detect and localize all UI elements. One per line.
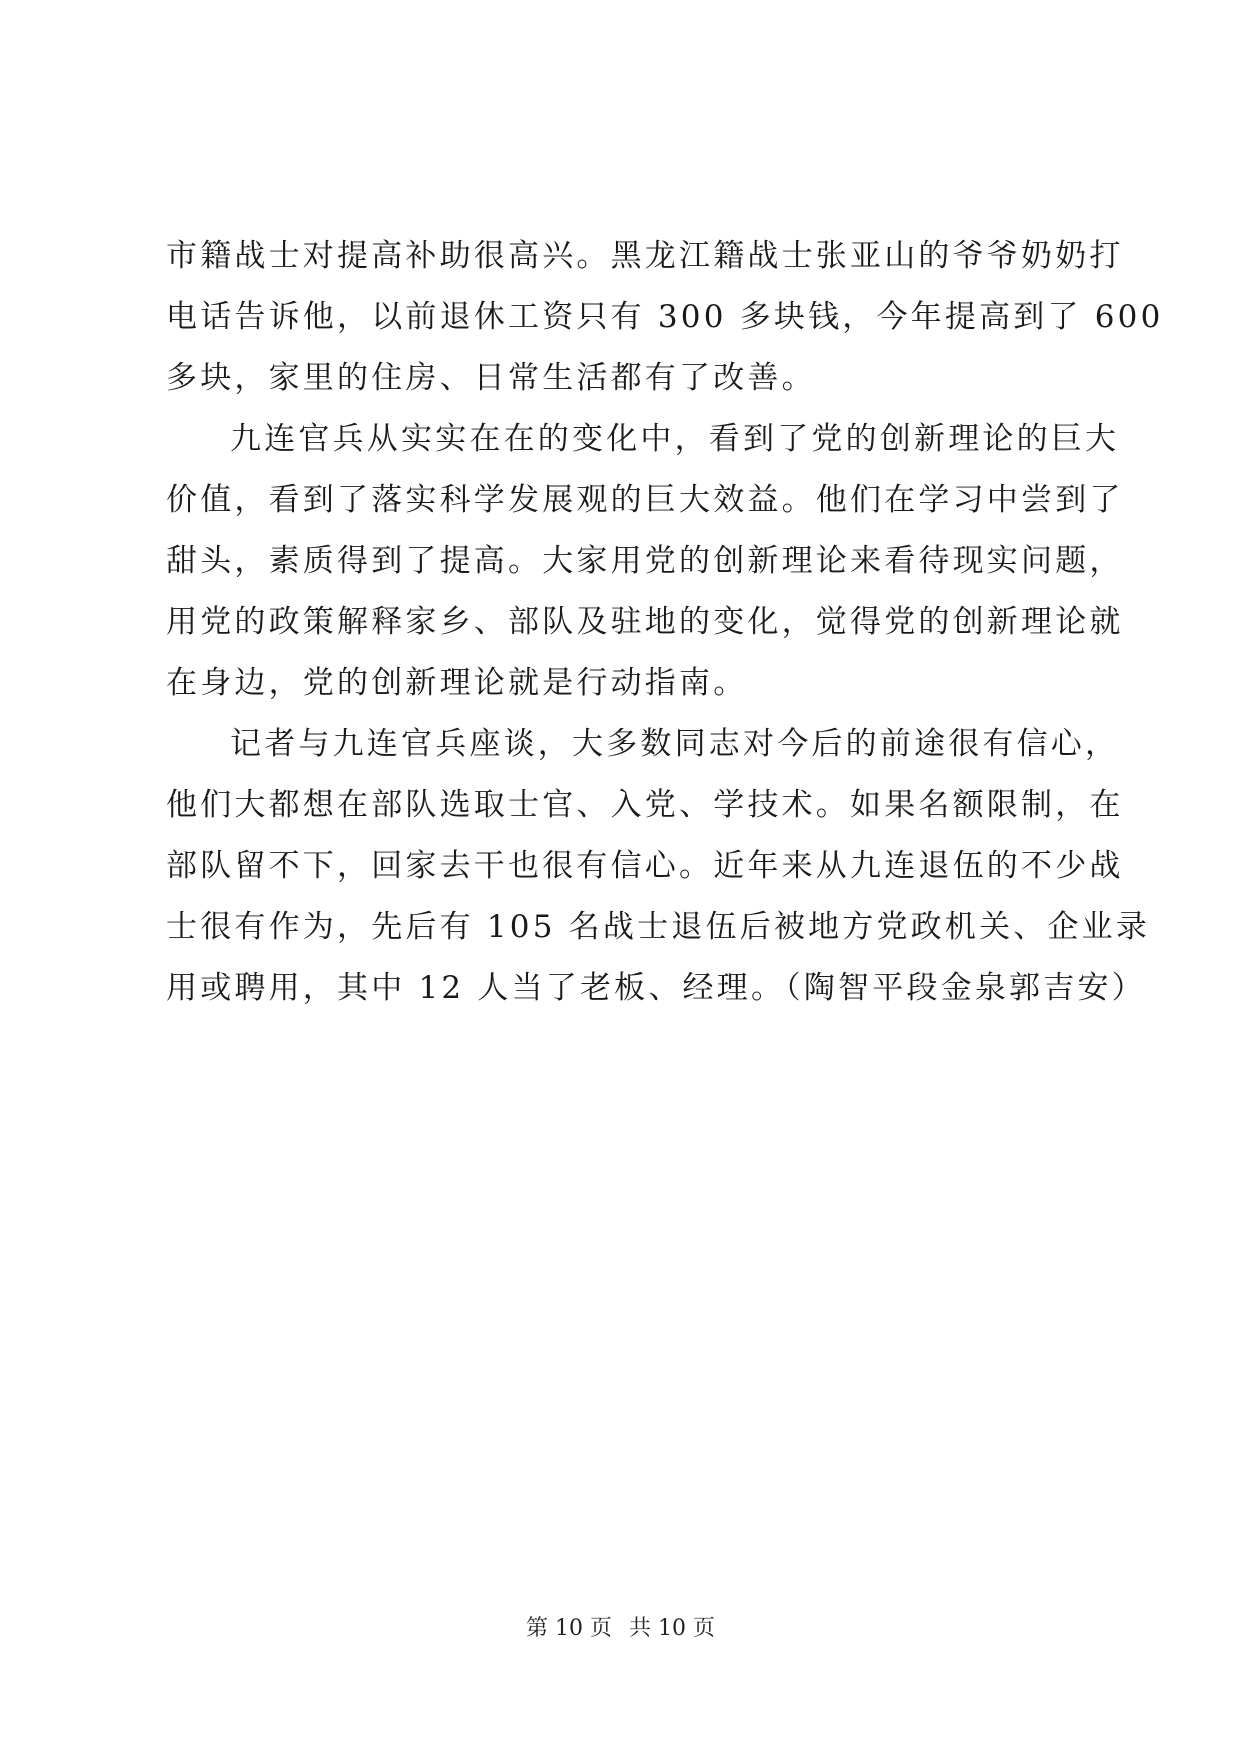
text-line: 部队留不下，回家去干也很有信心。近年来从九连退伍的不少战	[166, 848, 1124, 884]
page-number-current: 第 10 页	[526, 1616, 612, 1641]
text-line: 电话告诉他，以前退休工资只有 300 多块钱，今年提高到了 600	[166, 299, 1164, 335]
text-line: 甜头，素质得到了提高。大家用党的创新理论来看待现实问题，	[166, 543, 1124, 579]
text-line: 在身边，党的创新理论就是行动指南。	[166, 665, 748, 701]
page-number-total: 共 10 页	[629, 1616, 715, 1641]
text-line: 价值，看到了落实科学发展观的巨大效益。他们在学习中尝到了	[166, 482, 1124, 518]
paragraph	[166, 226, 1164, 409]
page-footer	[0, 1614, 1241, 1644]
text-line: 用或聘用，其中 12 人当了老板、经理。（陶智平段金泉郭吉安）	[166, 970, 1146, 1006]
paragraph	[166, 714, 1151, 1019]
text-line: 他们大都想在部队选取士官、入党、学技术。如果名额限制，在	[166, 787, 1124, 823]
text-line: 多块，家里的住房、日常生活都有了改善。	[166, 360, 816, 396]
article-body	[166, 226, 1164, 1019]
text-line: 记者与九连官兵座谈，大多数同志对今后的前途很有信心，	[230, 726, 1120, 762]
text-line: 市籍战士对提高补助很高兴。黑龙江籍战士张亚山的爷爷奶奶打	[166, 238, 1124, 274]
text-line: 士很有作为，先后有 105 名战士退伍后被地方党政机关、企业录	[166, 909, 1151, 945]
paragraph	[166, 409, 1124, 714]
text-line: 九连官兵从实实在在的变化中，看到了党的创新理论的巨大	[230, 421, 1120, 457]
text-line: 用党的政策解释家乡、部队及驻地的变化，觉得党的创新理论就	[166, 604, 1124, 640]
